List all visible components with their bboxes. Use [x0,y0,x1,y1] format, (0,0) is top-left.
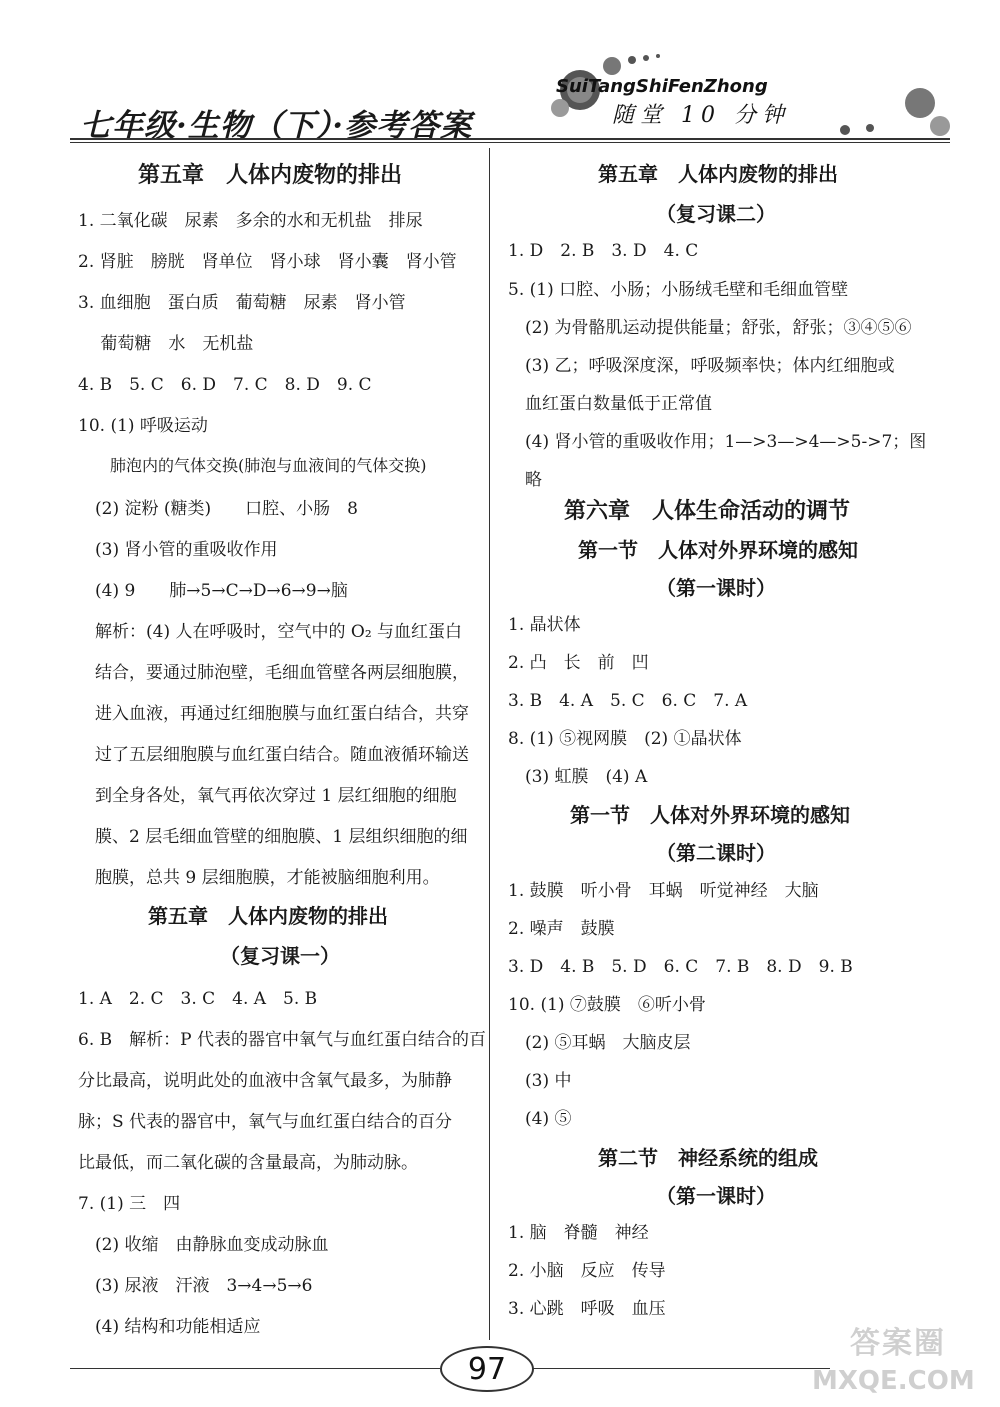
answer-line: (3) 肾小管的重吸收作用 [78,540,278,560]
answer-line: 1. 鼓膜 听小骨 耳蜗 听觉神经 大脑 [508,881,819,901]
answer-line: (3) 乙；呼吸深度深，呼吸频率快；体内红细胞或 [508,356,895,376]
answer-line: 1. A 2. C 3. C 4. A 5. B [78,989,318,1009]
footer-rule-left [70,1368,440,1369]
answer-line: 3. 心跳 呼吸 血压 [508,1299,666,1319]
explanation-line: 结合，要通过肺泡壁，毛细血管壁各两层细胞膜， [78,663,469,683]
answer-line: 8. (1) ⑤视网膜 (2) ①晶状体 [508,729,742,749]
answer-line: 3. 血细胞 蛋白质 葡萄糖 尿素 肾小管 [78,293,406,313]
answer-line: 1. D 2. B 3. D 4. C [508,241,699,261]
page-header [0,0,1000,150]
brand-name-english: SuiTangShiFenZhong [556,76,768,97]
answer-line: (4) 结构和功能相适应 [78,1317,261,1337]
page-number: 97 [467,1351,507,1387]
footer-rule-right [530,1368,830,1369]
explanation-line: 分比最高，说明此处的血液中含氧气最多，为肺静 [78,1071,452,1091]
answer-line: 略 [508,470,542,490]
answer-line: (4) 9 肺→5→C→D→6→9→脑 [78,581,348,601]
section-heading: 第五章 人体内废物的排出 [138,163,403,188]
answer-line: 4. B 5. C 6. D 7. C 8. D 9. C [78,375,372,395]
answer-line: (2) 淀粉 (糖类) 口腔、小肠 8 [78,499,358,519]
section-heading: 第五章 人体内废物的排出 [598,162,838,186]
section-subheading: （第一课时） [656,1184,776,1208]
answer-line: 2. 凸 长 前 凹 [508,653,649,673]
section-heading: 第二节 神经系统的组成 [598,1146,818,1170]
page-number-badge [440,1346,534,1392]
answer-line: 3. D 4. B 5. D 6. C 7. B 8. D 9. B [508,957,853,977]
answer-line: (2) 收缩 由静脉血变成动脉血 [78,1235,329,1255]
explanation-line: 膜、2 层毛细血管壁的细胞膜、1 层组织细胞的细 [78,827,468,847]
answer-line: 7. (1) 三 四 [78,1194,181,1214]
book-title: 七年级·生物（下）·参考答案 [80,108,473,144]
answer-line: 10. (1) ⑦鼓膜 ⑥听小骨 [508,995,706,1015]
answer-line: 3. B 4. A 5. C 6. C 7. A [508,691,748,711]
answer-line: (3) 虹膜 (4) A [508,767,648,787]
answer-line: (3) 中 [508,1071,572,1091]
chapter-heading: 第六章 人体生命活动的调节 [564,499,851,524]
answer-line: 葡萄糖 水 无机盐 [78,334,254,354]
section-subheading: （第二课时） [656,841,776,865]
watermark-url: MXQE.COM [812,1366,975,1396]
answer-line: (4) 肾小管的重吸收作用；1—>3—>4—>5->7；图 [508,432,927,452]
section-heading: 第一节 人体对外界环境的感知 [578,538,858,562]
section-subheading: （复习课一） [220,944,340,968]
answer-line: 10. (1) 呼吸运动 [78,416,208,436]
column-divider [489,148,490,1340]
answer-line: 2. 肾脏 膀胱 肾单位 肾小球 肾小囊 肾小管 [78,252,457,272]
answer-line: 1. 脑 脊髓 神经 [508,1223,649,1243]
answer-line: (2) 为骨骼肌运动提供能量；舒张，舒张；③④⑤⑥ [508,318,912,338]
header-rule [70,138,950,140]
answer-line: 5. (1) 口腔、小肠；小肠绒毛壁和毛细血管壁 [508,280,849,300]
section-heading: 第五章 人体内废物的排出 [148,904,388,928]
answer-line: 1. 晶状体 [508,615,581,635]
explanation-line: 到全身各处，氧气再依次穿过 1 层红细胞的细胞 [78,786,457,806]
explanation-line: 过了五层细胞膜与血红蛋白结合。随血液循环输送 [78,745,469,765]
answer-line: 2. 小脑 反应 传导 [508,1261,666,1281]
answer-line: 1. 二氧化碳 尿素 多余的水和无机盐 排尿 [78,211,423,231]
answer-line: 肺泡内的气体交换(肺泡与血液间的气体交换) [78,456,427,475]
answer-line: (4) ⑤ [508,1109,572,1129]
explanation-line: 进入血液，再通过红细胞膜与血红蛋白结合，共穿 [78,704,469,724]
section-heading: 第一节 人体对外界环境的感知 [570,803,850,827]
section-subheading: （复习课二） [656,202,776,226]
explanation-line: 比最低，而二氧化碳的含量最高，为肺动脉。 [78,1153,418,1173]
answer-line: 6. B 解析：P 代表的器官中氧气与血红蛋白结合的百 [78,1030,486,1050]
header-rule-thin [70,142,950,143]
answer-line: (3) 尿液 汗液 3→4→5→6 [78,1276,313,1296]
section-subheading: （第一课时） [656,576,776,600]
explanation-line: 胞膜，总共 9 层细胞膜，才能被脑细胞利用。 [78,868,440,888]
explanation-line: 解析：(4) 人在呼吸时，空气中的 O₂ 与血红蛋白 [78,622,463,642]
brand-name-chinese: 随堂 10 分钟 [612,103,790,128]
watermark-logo: 答案圈 [850,1326,946,1361]
answer-line: 2. 噪声 鼓膜 [508,919,615,939]
answer-line: 血红蛋白数量低于正常值 [508,394,712,414]
explanation-line: 脉；S 代表的器官中，氧气与血红蛋白结合的百分 [78,1112,453,1132]
answer-line: (2) ⑤耳蜗 大脑皮层 [508,1033,691,1053]
